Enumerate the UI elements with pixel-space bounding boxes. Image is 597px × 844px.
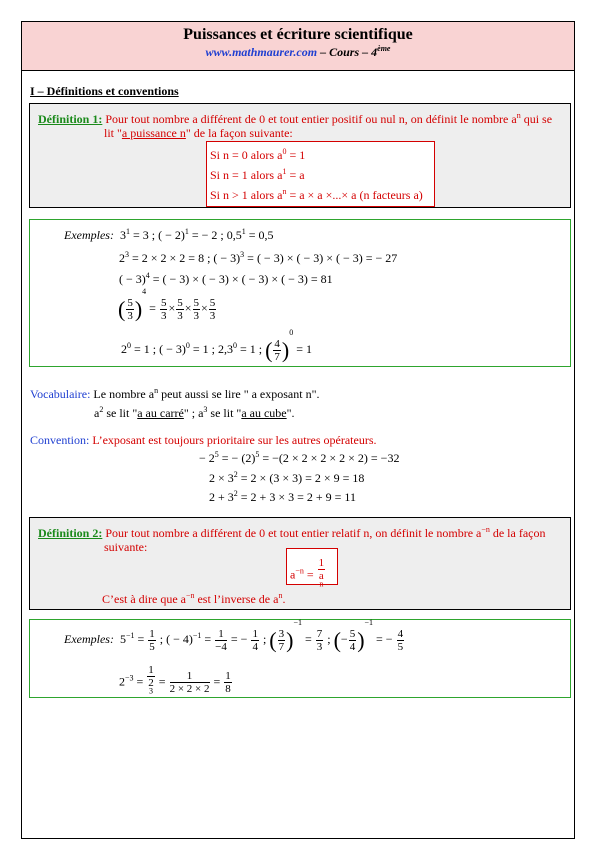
rule-n-zero: Si n = 0 alors $a^0 = 1$ bbox=[210, 147, 306, 162]
examples-1-label: Exemples: bbox=[64, 228, 114, 242]
convention-line: Convention: L’exposant est toujours prioritaire sur les autres opérateurs. bbox=[30, 433, 377, 447]
rule-n-one: Si n = 1 alors $a^1 = a$ bbox=[210, 167, 305, 182]
examples-1-box bbox=[29, 219, 571, 367]
convention-example-1: − $2^5$ = − $(2)^5 = -(2 \times 2 \times 2 \times 2 \times 2) = -32$ bbox=[199, 450, 400, 465]
definition-2-formula-box bbox=[286, 548, 338, 589]
definition-1-text-line2: lit "a puissance n" de la façon suivante: bbox=[104, 126, 293, 140]
example-line-4: ( $\frac{5}{3}$ )$^4$ = $\frac{5}{3}$ × $\frac{5}{3}$ × $\frac{5}{3}$ × $\frac{5}{3}$ bbox=[118, 287, 216, 322]
rule-n-greater-one: Si n > 1 alors $a^n = a \times a$ ×...× a (n facteurs a) bbox=[210, 187, 423, 202]
example-line-2: $2^3 = 2 \times 2 \times 2 = 8$ ; ( − 3)$^3$ = ( − 3) × ( − 3) × ( − 3) = − 27 bbox=[119, 250, 398, 265]
examples-2-line-2: $2^{-3}$ = 1 2 $^3$ = $\frac{1}{2 \times 2 \times 2}$ = $\frac{1}{8}$ bbox=[119, 664, 231, 696]
convention-example-2: $2 \times 3^2 = 2 \times (3 \times 3) = 2 \times 9 = 18$ bbox=[209, 470, 365, 485]
examples-2-box bbox=[29, 619, 571, 698]
definition-1-rules-box bbox=[206, 141, 435, 207]
definition-2-text: Pour tout nombre a différent de 0 et tout entier relatif n, on définit le nombre $a^{-n}$ de la façon bbox=[105, 525, 546, 540]
definition-2-text-line2: suivante: bbox=[104, 540, 148, 554]
subtitle bbox=[22, 45, 574, 60]
vocabulary-label: Vocabulaire: bbox=[30, 387, 91, 401]
vocabulary-line-1: Vocabulaire: Le nombre $a^n$ peut aussi se lire " a exposant n". bbox=[30, 386, 320, 401]
page-title: Puissances et écriture scientifique bbox=[183, 26, 413, 43]
example-line-5: $2^0 = 1$ ; ( − 3)$^0$ = 1 ; $2,3^0 = 1$ ; ( $\frac{4}{7}$ )$^0$ = 1 bbox=[121, 328, 313, 363]
header-banner bbox=[22, 22, 574, 71]
examples-2-label: Exemples: bbox=[64, 632, 114, 646]
definition-2-box bbox=[29, 517, 571, 610]
site-link[interactable]: www.mathmaurer.com bbox=[205, 45, 318, 59]
definition-1-text: Pour tout nombre a différent de 0 et tout entier positif ou nul n, on définit le nombre $a^n$ qui se bbox=[105, 111, 553, 126]
document-page bbox=[21, 21, 575, 839]
definition-2-label: Définition 2: bbox=[38, 526, 103, 540]
vocabulary-line-2: $a^2$ se lit "a au carré" ; $a^3$ se lit "a au cube". bbox=[94, 405, 295, 420]
example-line-1: $3^1 = 3$ ; ( − 2)$^1$ = − 2 ; $0,5^1 = 0,5$ bbox=[119, 227, 274, 242]
examples-2-line-1: Exemples: $5^{-1}$ = $\frac{1}{5}$ ; ( − 4)$^{-1}$ = $\frac{1}{-4}$ = − $\frac{1}{4}$ ; ( $\frac{3}{7}$ )$^{-1}$ = $\frac{7}{3}$ ; (− $\frac{5}{4}$ )$^{-1}$ = − $\frac{4}{5}$ bbox=[64, 618, 404, 653]
section-heading: I – Définitions et conventions bbox=[30, 84, 179, 98]
definition-2-formula: $a^{-n}$ = 1 a $^n$ bbox=[290, 557, 325, 589]
definition-1-label: Définition 1: bbox=[38, 112, 103, 126]
example-line-3: ( − 3)$^4$ = ( − 3) × ( − 3) × ( − 3) × ( − 3) = 81 bbox=[119, 271, 333, 286]
definition-1-box bbox=[29, 103, 571, 208]
definition-2-inverse-text: C’est à dire que $a^{-n}$ est l’inverse de $a^n$. bbox=[102, 591, 286, 606]
convention-label: Convention: bbox=[30, 433, 90, 447]
convention-example-3: $2 + 3^2 = 2 + 3 \times 3 = 2 + 9 = 11$ bbox=[209, 489, 356, 504]
course-label: – Cours – 4ème bbox=[317, 44, 391, 59]
